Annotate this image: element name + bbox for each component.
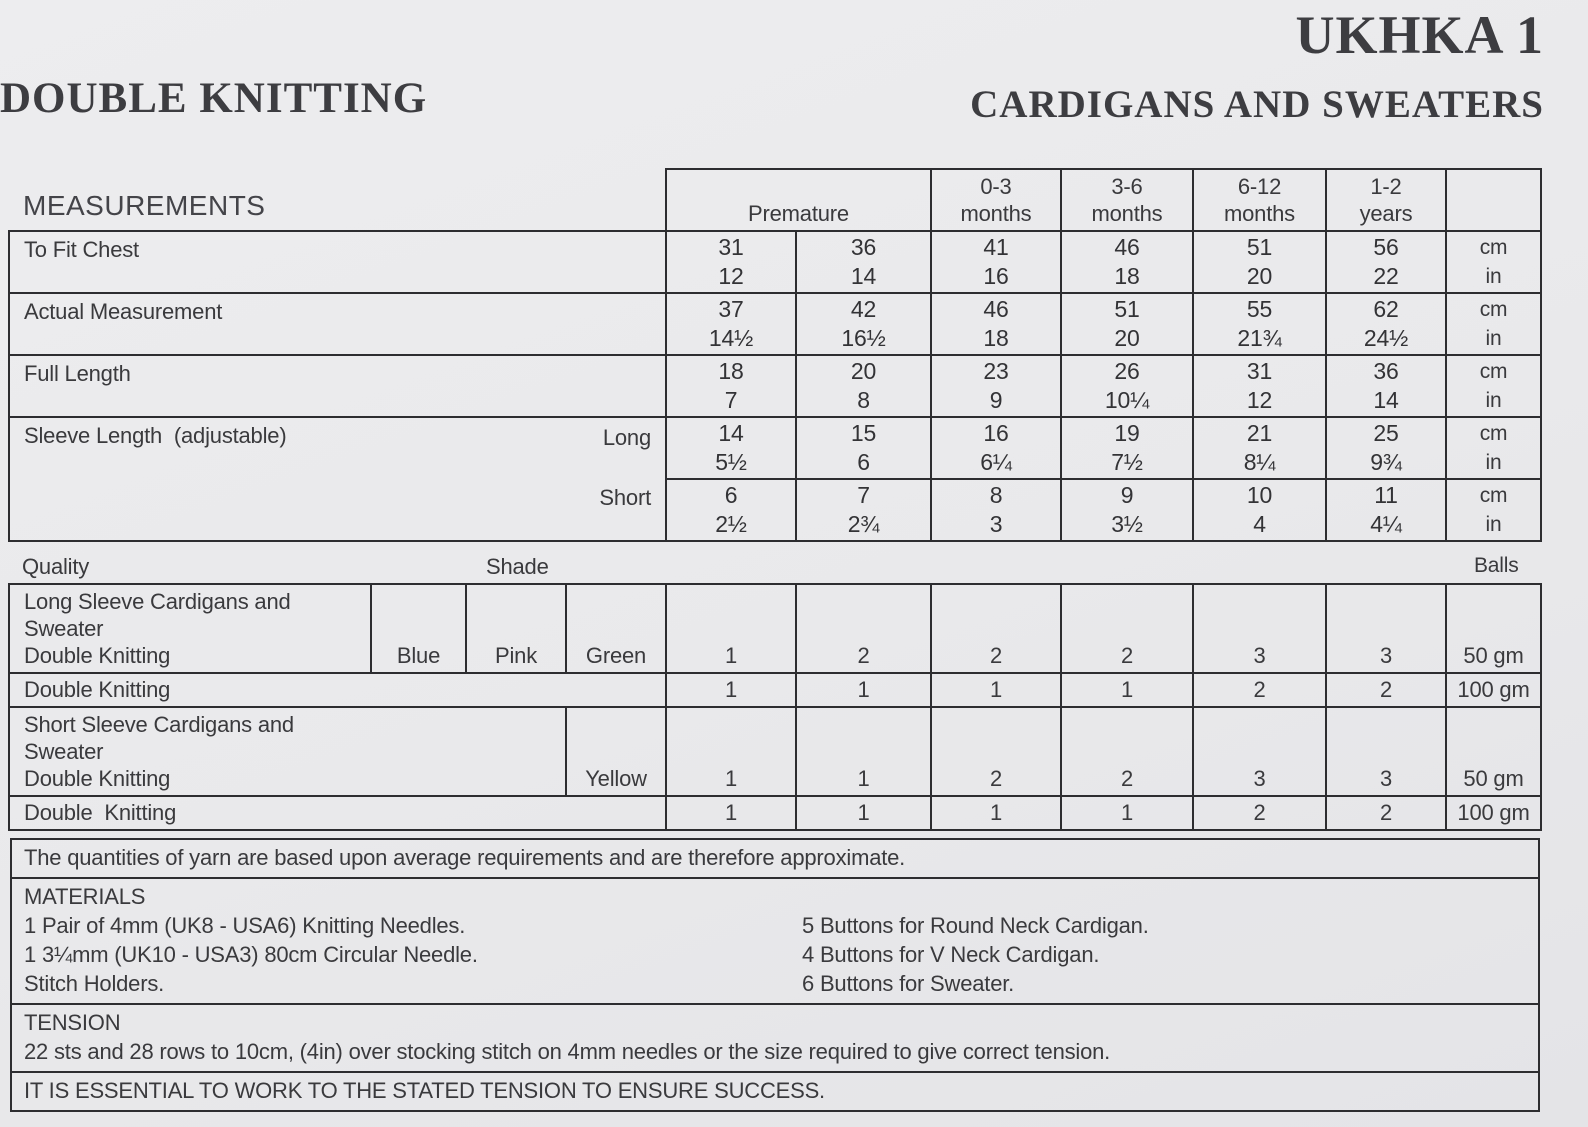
unit-cm: cm [1479, 484, 1508, 507]
value-cm: 26 [1114, 358, 1140, 384]
balls-count-cell: 1 [1061, 796, 1193, 830]
measurement-value-cell [796, 293, 931, 355]
measurement-value-cell [1061, 231, 1193, 293]
value-cm: 55 [1246, 296, 1273, 322]
quality-heading: Quality [22, 554, 90, 579]
table-row-long-sleeve [9, 584, 1541, 673]
measurement-value-cell [666, 231, 796, 293]
materials-right-column [802, 882, 1526, 998]
pattern-code: UKHKA 1 [1295, 5, 1544, 65]
row-label-double-knitting [9, 796, 666, 830]
table-row-short-sleeve [9, 707, 1541, 796]
measurement-value-cell [931, 479, 1061, 541]
balls-count-cell: 2 [1326, 796, 1446, 830]
value-cm: 51 [1114, 296, 1140, 322]
buttons-item: 4 Buttons for V Neck Cardigan. [802, 942, 1100, 967]
row-label-long-sleeve [9, 584, 371, 673]
title-garment-types: CARDIGANS AND SWEATERS [970, 83, 1544, 126]
balls-heading: Balls [1474, 554, 1519, 577]
table-row-sleeve-long [9, 417, 1541, 479]
measurement-value-cell [931, 355, 1061, 417]
value-in: 9 [989, 387, 1003, 413]
size-column-header-premature [666, 169, 931, 231]
value-cm: 62 [1373, 296, 1399, 322]
size-column-header-units [1446, 169, 1541, 231]
value-cm: 19 [1114, 420, 1140, 446]
value-cm: 25 [1373, 420, 1399, 446]
value-cm: 56 [1373, 234, 1399, 260]
measurement-value-cell [1193, 479, 1326, 541]
row-label-double-knitting [9, 673, 666, 707]
note-text: The quantities of yarn are based upon average requirements and are therefore approximate. [24, 845, 906, 870]
materials-left-column [24, 882, 802, 998]
value-in: 7 [724, 387, 738, 413]
value-in: 5½ [715, 449, 747, 475]
value-in: 6¼ [980, 449, 1012, 475]
unit-cell [1446, 479, 1541, 541]
shade-cell-pink: Pink [466, 584, 566, 673]
value-cm: 36 [850, 234, 877, 260]
value-cm: 36 [1373, 358, 1399, 384]
measurement-value-cell [666, 355, 796, 417]
balls-count-cell: 1 [666, 796, 796, 830]
value-in: 22 [1373, 263, 1399, 289]
value-in: 20 [1114, 325, 1140, 351]
label-line: Sweater [24, 616, 104, 641]
materials-item: Stitch Holders. [24, 971, 165, 996]
size-column-header-6-12 [1193, 169, 1326, 231]
measurement-value-cell [666, 417, 796, 479]
value-cm: 10 [1246, 482, 1273, 508]
materials-section [12, 879, 1538, 1005]
sleeve-label-wrap [24, 423, 665, 535]
value-in: 4¼ [1370, 511, 1402, 537]
label-line: Long Sleeve Cardigans and [24, 589, 291, 614]
label-line: Short Sleeve Cardigans and [24, 712, 294, 737]
value-in: 16 [983, 263, 1009, 289]
value-in: 6 [857, 449, 870, 475]
value-in: 14 [1373, 387, 1399, 413]
size-header-bottom: years [1359, 201, 1413, 226]
unit-cm: cm [1479, 236, 1508, 259]
size-header-top: 3-6 [1111, 174, 1143, 199]
ball-weight-cell: 100 gm [1446, 796, 1541, 830]
sleeve-short-label: Short [599, 485, 651, 510]
measurement-value-cell [666, 479, 796, 541]
value-cm: 31 [718, 234, 744, 260]
materials-item: 1 Pair of 4mm (UK8 - USA6) Knitting Needles. [24, 913, 466, 938]
materials-heading: MATERIALS [24, 884, 146, 909]
value-cm: 18 [718, 358, 744, 384]
balls-count-cell: 2 [931, 584, 1061, 673]
row-label-full-length: Full Length [9, 355, 666, 417]
measurement-value-cell [1061, 293, 1193, 355]
unit-in: in [1485, 451, 1502, 474]
value-in: 10¼ [1104, 387, 1150, 413]
value-in: 3 [989, 511, 1003, 537]
measurement-value-cell [1193, 355, 1326, 417]
value-in: 4 [1253, 511, 1266, 537]
short-sleeve-label-wrap [24, 711, 565, 792]
value-in: 18 [983, 325, 1009, 351]
ball-weight-cell: 100 gm [1446, 673, 1541, 707]
value-cm: 20 [850, 358, 877, 384]
measurement-value-cell [1326, 355, 1446, 417]
label-line: Double Knitting [24, 643, 171, 668]
balls-count-cell: 1 [796, 707, 931, 796]
value-cm: 16 [983, 420, 1009, 446]
shade-heading: Shade [486, 554, 549, 579]
measurement-value-cell [1061, 355, 1193, 417]
value-in: 20 [1246, 263, 1273, 289]
measurement-value-cell [796, 417, 931, 479]
value-cm: 15 [850, 420, 877, 446]
measurement-value-cell [1061, 479, 1193, 541]
unit-cell [1446, 293, 1541, 355]
tension-heading: TENSION [24, 1010, 121, 1035]
balls-count-cell: 1 [796, 796, 931, 830]
long-sleeve-label-wrap [24, 588, 370, 669]
measurements-heading: MEASUREMENTS [23, 190, 266, 221]
label-line: Double Knitting [24, 766, 171, 791]
value-cm: 51 [1246, 234, 1273, 260]
value-cm: 11 [1374, 482, 1398, 508]
balls-count-cell: 2 [796, 584, 931, 673]
value-in: 12 [1246, 387, 1273, 413]
sleeve-length-label: Sleeve Length (adjustable) [24, 423, 287, 448]
size-header-top: 6-12 [1237, 174, 1282, 199]
balls-count-cell: 2 [1061, 584, 1193, 673]
unit-cm: cm [1479, 360, 1508, 383]
measurement-value-cell [1193, 417, 1326, 479]
table-row-actual-measurement [9, 293, 1541, 355]
tension-warning-text: IT IS ESSENTIAL TO WORK TO THE STATED TENSION TO ENSURE SUCCESS. [24, 1078, 825, 1103]
value-cm: 7 [857, 482, 870, 508]
measurement-value-cell [1193, 231, 1326, 293]
yarn-table-labels [0, 554, 1588, 582]
balls-count-cell: 2 [1061, 707, 1193, 796]
notes-panel [10, 838, 1540, 1112]
size-header-bottom: months [960, 201, 1032, 226]
value-cm: 42 [850, 296, 877, 322]
measurements-heading-cell [9, 169, 666, 231]
size-header-bottom: months [1091, 201, 1163, 226]
balls-count-cell: 2 [1193, 796, 1326, 830]
measurement-value-cell [796, 355, 931, 417]
value-in: 2¾ [847, 511, 880, 537]
label-line: Sweater [24, 739, 104, 764]
table-row-full-length [9, 355, 1541, 417]
size-header-bottom: Premature [748, 201, 849, 226]
value-in: 12 [718, 263, 744, 289]
measurement-value-cell [931, 417, 1061, 479]
unit-in: in [1485, 513, 1502, 536]
value-cm: 46 [983, 296, 1009, 322]
table-row-to-fit-chest [9, 231, 1541, 293]
size-header-bottom: months [1224, 201, 1295, 226]
balls-count-cell: 2 [931, 707, 1061, 796]
value-in: 24½ [1363, 325, 1409, 351]
shade-cell-blue: Blue [371, 584, 466, 673]
shade-cell-green: Green [566, 584, 666, 673]
value-in: 8 [857, 387, 870, 413]
value-in: 2½ [715, 511, 747, 537]
balls-count-cell: 3 [1193, 584, 1326, 673]
unit-cell [1446, 417, 1541, 479]
value-in: 7½ [1111, 449, 1143, 475]
tension-warning [12, 1073, 1538, 1110]
size-header-top: 1-2 [1370, 174, 1402, 199]
value-cm: 46 [1114, 234, 1140, 260]
value-cm: 31 [1246, 358, 1273, 384]
label-line: Double Knitting [24, 677, 171, 702]
yarn-table [8, 583, 1542, 831]
balls-count-cell: 1 [1061, 673, 1193, 707]
measurement-value-cell [796, 231, 931, 293]
measurement-value-cell [931, 231, 1061, 293]
unit-in: in [1485, 327, 1502, 350]
tension-section [12, 1005, 1538, 1073]
measurement-value-cell [796, 479, 931, 541]
value-cm: 23 [983, 358, 1009, 384]
balls-count-cell: 1 [931, 796, 1061, 830]
value-cm: 14 [718, 420, 744, 446]
value-in: 3½ [1111, 511, 1143, 537]
balls-count-cell: 1 [931, 673, 1061, 707]
yarn-quantity-note [12, 840, 1538, 879]
tension-note: 22 sts and 28 rows to 10cm, (4in) over stocking stitch on 4mm needles or the size required to give correct tension. [24, 1039, 1111, 1064]
materials-grid [24, 882, 1526, 998]
balls-count-cell: 2 [1326, 673, 1446, 707]
ball-weight-cell: 50 gm [1446, 707, 1541, 796]
measurement-value-cell [1326, 293, 1446, 355]
value-cm: 37 [718, 296, 744, 322]
balls-count-cell: 1 [666, 584, 796, 673]
row-label-actual-measurement: Actual Measurement [9, 293, 666, 355]
measurement-value-cell [666, 293, 796, 355]
balls-count-cell: 3 [1326, 584, 1446, 673]
buttons-item: 6 Buttons for Sweater. [802, 971, 1015, 996]
unit-cell [1446, 231, 1541, 293]
value-cm: 21 [1246, 420, 1273, 446]
value-in: 16½ [841, 325, 886, 351]
value-in: 8¼ [1243, 449, 1276, 475]
row-label-to-fit-chest: To Fit Chest [9, 231, 666, 293]
value-in: 14½ [708, 325, 754, 351]
balls-count-cell: 1 [666, 673, 796, 707]
measurement-value-cell [931, 293, 1061, 355]
measurement-value-cell [1061, 417, 1193, 479]
unit-in: in [1485, 265, 1502, 288]
ball-weight-cell: 50 gm [1446, 584, 1541, 673]
measurements-table [8, 168, 1542, 542]
value-cm: 41 [983, 234, 1009, 260]
unit-cm: cm [1479, 298, 1508, 321]
balls-count-cell: 1 [666, 707, 796, 796]
row-label-short-sleeve [9, 707, 566, 796]
buttons-item: 5 Buttons for Round Neck Cardigan. [802, 913, 1149, 938]
unit-cell [1446, 355, 1541, 417]
shade-cell-yellow: Yellow [566, 707, 666, 796]
balls-count-cell: 3 [1193, 707, 1326, 796]
unit-cm: cm [1479, 422, 1508, 445]
value-cm: 9 [1120, 482, 1134, 508]
label-line: Double Knitting [24, 800, 177, 825]
balls-count-cell: 3 [1326, 707, 1446, 796]
measurement-value-cell [1326, 479, 1446, 541]
value-in: 9¾ [1370, 449, 1402, 475]
sleeve-long-label: Long [602, 425, 651, 450]
materials-item: 1 3¼mm (UK10 - USA3) 80cm Circular Needle. [24, 942, 478, 967]
value-cm: 8 [989, 482, 1003, 508]
value-in: 21¾ [1237, 325, 1282, 351]
balls-count-cell: 1 [796, 673, 931, 707]
measurement-value-cell [1326, 231, 1446, 293]
size-header-row [9, 169, 1541, 231]
row-label-sleeve-length [9, 417, 666, 541]
size-column-header-0-3 [931, 169, 1061, 231]
size-header-top: 0-3 [980, 174, 1012, 199]
table-row-dk-100-short [9, 796, 1541, 830]
title-yarn-weight: DOUBLE KNITTING [0, 75, 428, 122]
measurement-value-cell [1326, 417, 1446, 479]
table-row-dk-100-long [9, 673, 1541, 707]
size-column-header-1-2 [1326, 169, 1446, 231]
value-cm: 6 [724, 482, 738, 508]
balls-count-cell: 2 [1193, 673, 1326, 707]
measurement-value-cell [1193, 293, 1326, 355]
value-in: 18 [1114, 263, 1140, 289]
unit-in: in [1485, 389, 1502, 412]
size-column-header-3-6 [1061, 169, 1193, 231]
value-in: 14 [850, 263, 877, 289]
